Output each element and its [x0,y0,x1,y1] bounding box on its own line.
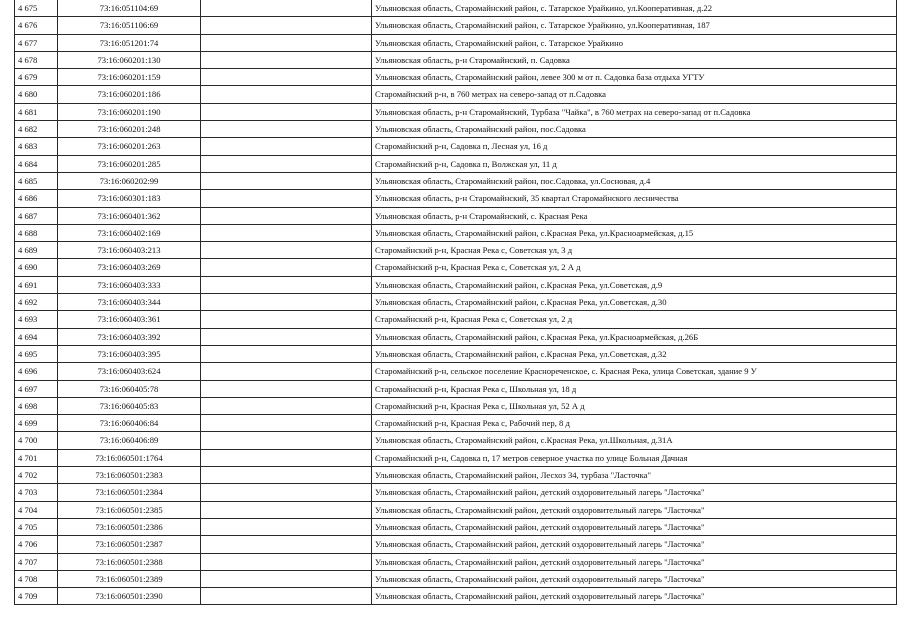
cadastral-number-cell: 73:16:060501:2388 [58,553,201,570]
address-cell: Ульяновская область, Старомайнский район, с.Красная Река, ул.Советская, д.30 [372,294,897,311]
address-cell: Старомайнский р-н, Садовка п, 17 метров северное участка по улице Больная Дачная [372,449,897,466]
table-row [15,242,897,259]
table-row [15,190,897,207]
empty-cell [201,224,372,241]
table-row [15,328,897,345]
table-row [15,518,897,535]
table-row [15,138,897,155]
row-number-cell: 4 679 [15,69,58,86]
row-number-cell: 4 700 [15,432,58,449]
address-cell: Старомайнский р-н, Красная Река с, Советская ул, 2 А д [372,259,897,276]
empty-cell [201,51,372,68]
table-row [15,553,897,570]
table-row [15,224,897,241]
cadastral-number-cell: 73:16:060501:2387 [58,536,201,553]
cadastral-number-cell: 73:16:051104:69 [58,0,201,17]
address-cell: Ульяновская область, Старомайнский район, с. Татарское Урайкино, ул.Кооперативная, д.22 [372,0,897,17]
cadastral-number-cell: 73:16:060403:213 [58,242,201,259]
cadastral-number-cell: 73:16:060406:89 [58,432,201,449]
address-cell: Ульяновская область, р-н Старомайнский, Турбаза "Чайка", в 760 метрах на северо-запад от п.Садовка [372,103,897,120]
empty-cell [201,311,372,328]
address-cell: Старомайнский р-н, Красная Река с, Школьная ул, 18 д [372,380,897,397]
address-cell: Старомайнский р-н, Красная Река с, Советская ул, 3 д [372,242,897,259]
empty-cell [201,397,372,414]
table-row [15,155,897,172]
table-row [15,121,897,138]
row-number-cell: 4 706 [15,536,58,553]
address-cell: Ульяновская область, Старомайнский район, детский оздоровительный лагерь "Ласточка" [372,518,897,535]
cadastral-number-cell: 73:16:060201:285 [58,155,201,172]
empty-cell [201,363,372,380]
cadastral-number-cell: 73:16:060501:2389 [58,570,201,587]
cadastral-number-cell: 73:16:060301:183 [58,190,201,207]
address-cell: Ульяновская область, Старомайнский район, с. Татарское Урайкино, ул.Кооперативная, 187 [372,17,897,34]
empty-cell [201,432,372,449]
empty-cell [201,518,372,535]
empty-cell [201,69,372,86]
table-row [15,259,897,276]
empty-cell [201,0,372,17]
table-row [15,397,897,414]
address-cell: Старомайнский р-н, Красная Река с, Рабочий пер, 8 д [372,415,897,432]
empty-cell [201,259,372,276]
row-number-cell: 4 689 [15,242,58,259]
address-cell: Ульяновская область, Старомайнский район, с.Красная Река, ул.Советская, д.32 [372,345,897,362]
row-number-cell: 4 694 [15,328,58,345]
row-number-cell: 4 707 [15,553,58,570]
cadastral-number-cell: 73:16:060201:130 [58,51,201,68]
row-number-cell: 4 681 [15,103,58,120]
address-cell: Ульяновская область, Старомайнский район, детский оздоровительный лагерь "Ласточка" [372,553,897,570]
cadastral-number-cell: 73:16:060501:2386 [58,518,201,535]
cadastral-number-cell: 73:16:060406:84 [58,415,201,432]
empty-cell [201,380,372,397]
address-cell: Ульяновская область, Старомайнский район, детский оздоровительный лагерь "Ласточка" [372,536,897,553]
table-row [15,103,897,120]
row-number-cell: 4 691 [15,276,58,293]
cadastral-number-cell: 73:16:060405:78 [58,380,201,397]
row-number-cell: 4 705 [15,518,58,535]
table-row [15,34,897,51]
row-number-cell: 4 682 [15,121,58,138]
row-number-cell: 4 696 [15,363,58,380]
row-number-cell: 4 675 [15,0,58,17]
empty-cell [201,17,372,34]
row-number-cell: 4 680 [15,86,58,103]
empty-cell [201,294,372,311]
registry-body [15,0,897,605]
cadastral-number-cell: 73:16:051106:69 [58,17,201,34]
row-number-cell: 4 686 [15,190,58,207]
empty-cell [201,86,372,103]
cadastral-number-cell: 73:16:060501:2385 [58,501,201,518]
address-cell: Ульяновская область, р-н Старомайнский, п. Садовка [372,51,897,68]
empty-cell [201,155,372,172]
address-cell: Ульяновская область, Старомайнский район, с.Красная Река, ул.Красноармейская, д.26Б [372,328,897,345]
empty-cell [201,553,372,570]
row-number-cell: 4 708 [15,570,58,587]
empty-cell [201,190,372,207]
empty-cell [201,34,372,51]
cadastral-number-cell: 73:16:060405:83 [58,397,201,414]
cadastral-number-cell: 73:16:060403:395 [58,345,201,362]
row-number-cell: 4 699 [15,415,58,432]
cadastral-number-cell: 73:16:060403:361 [58,311,201,328]
row-number-cell: 4 698 [15,397,58,414]
row-number-cell: 4 683 [15,138,58,155]
cadastral-number-cell: 73:16:060501:1764 [58,449,201,466]
table-row [15,380,897,397]
empty-cell [201,121,372,138]
cadastral-number-cell: 73:16:060403:392 [58,328,201,345]
row-number-cell: 4 685 [15,172,58,189]
table-row [15,345,897,362]
table-row [15,415,897,432]
table-row [15,501,897,518]
cadastral-number-cell: 73:16:060403:333 [58,276,201,293]
cadastral-number-cell: 73:16:060403:269 [58,259,201,276]
row-number-cell: 4 692 [15,294,58,311]
table-row [15,172,897,189]
empty-cell [201,345,372,362]
table-row [15,86,897,103]
table-row [15,570,897,587]
address-cell: Ульяновская область, Старомайнский район, пос.Садовка [372,121,897,138]
empty-cell [201,467,372,484]
table-row [15,536,897,553]
row-number-cell: 4 709 [15,588,58,605]
address-cell: Ульяновская область, Старомайнский район, с.Красная Река, ул.Школьная, д.31А [372,432,897,449]
empty-cell [201,570,372,587]
cadastral-number-cell: 73:16:060201:263 [58,138,201,155]
row-number-cell: 4 697 [15,380,58,397]
table-row [15,449,897,466]
address-cell: Ульяновская область, Старомайнский район, левее 300 м от п. Садовка база отдыха УГТУ [372,69,897,86]
row-number-cell: 4 684 [15,155,58,172]
table-row [15,294,897,311]
table-row [15,0,897,17]
address-cell: Ульяновская область, Старомайнский район, детский оздоровительный лагерь "Ласточка" [372,570,897,587]
empty-cell [201,449,372,466]
empty-cell [201,276,372,293]
address-cell: Ульяновская область, Старомайнский район, с. Татарское Урайкино [372,34,897,51]
document-sheet [14,0,896,605]
cadastral-number-cell: 73:16:051201:74 [58,34,201,51]
cadastral-number-cell: 73:16:060403:344 [58,294,201,311]
address-cell: Старомайнский р-н, Садовка п, Лесная ул, 16 д [372,138,897,155]
row-number-cell: 4 704 [15,501,58,518]
table-row [15,69,897,86]
row-number-cell: 4 690 [15,259,58,276]
row-number-cell: 4 677 [15,34,58,51]
empty-cell [201,242,372,259]
cadastral-number-cell: 73:16:060201:190 [58,103,201,120]
empty-cell [201,172,372,189]
empty-cell [201,501,372,518]
table-row [15,467,897,484]
table-row [15,207,897,224]
address-cell: Ульяновская область, Старомайнский район, детский оздоровительный лагерь "Ласточка" [372,588,897,605]
row-number-cell: 4 703 [15,484,58,501]
address-cell: Ульяновская область, р-н Старомайнский, 35 квартал Старомайнского лесничества [372,190,897,207]
row-number-cell: 4 702 [15,467,58,484]
cadastral-number-cell: 73:16:060402:169 [58,224,201,241]
cadastral-number-cell: 73:16:060501:2390 [58,588,201,605]
table-row [15,17,897,34]
address-cell: Старомайнский р-н, сельское поселение Краснореченское, с. Красная Река, улица Советская, здание 9 У [372,363,897,380]
address-cell: Ульяновская область, Старомайнский район, с.Красная Река, ул.Красноармейская, д.15 [372,224,897,241]
address-cell: Старомайнский р-н, Красная Река с, Школьная ул, 52 А д [372,397,897,414]
empty-cell [201,536,372,553]
address-cell: Старомайнский р-н, в 760 метрах на северо-запад от п.Садовка [372,86,897,103]
table-row [15,51,897,68]
row-number-cell: 4 687 [15,207,58,224]
empty-cell [201,103,372,120]
row-number-cell: 4 678 [15,51,58,68]
cadastral-number-cell: 73:16:060202:99 [58,172,201,189]
table-row [15,432,897,449]
table-row [15,363,897,380]
cadastral-number-cell: 73:16:060401:362 [58,207,201,224]
row-number-cell: 4 688 [15,224,58,241]
property-registry-table [14,0,897,605]
cadastral-number-cell: 73:16:060403:624 [58,363,201,380]
empty-cell [201,415,372,432]
address-cell: Старомайнский р-н, Садовка п, Волжская ул, 11 д [372,155,897,172]
cadastral-number-cell: 73:16:060201:186 [58,86,201,103]
address-cell: Ульяновская область, р-н Старомайнский, с. Красная Река [372,207,897,224]
row-number-cell: 4 676 [15,17,58,34]
table-row [15,276,897,293]
address-cell: Ульяновская область, Старомайнский район, Лесхоз 34, турбаза "Ласточка" [372,467,897,484]
address-cell: Старомайнский р-н, Красная Река с, Советская ул, 2 д [372,311,897,328]
address-cell: Ульяновская область, Старомайнский район, с.Красная Река, ул.Советская, д.9 [372,276,897,293]
address-cell: Ульяновская область, Старомайнский район, детский оздоровительный лагерь "Ласточка" [372,501,897,518]
empty-cell [201,484,372,501]
cadastral-number-cell: 73:16:060201:248 [58,121,201,138]
row-number-cell: 4 693 [15,311,58,328]
cadastral-number-cell: 73:16:060501:2383 [58,467,201,484]
cadastral-number-cell: 73:16:060201:159 [58,69,201,86]
address-cell: Ульяновская область, Старомайнский район, детский оздоровительный лагерь "Ласточка" [372,484,897,501]
table-row [15,588,897,605]
empty-cell [201,328,372,345]
cadastral-number-cell: 73:16:060501:2384 [58,484,201,501]
empty-cell [201,588,372,605]
table-row [15,484,897,501]
address-cell: Ульяновская область, Старомайнский район, пос.Садовка, ул.Сосновая, д.4 [372,172,897,189]
table-row [15,311,897,328]
row-number-cell: 4 701 [15,449,58,466]
row-number-cell: 4 695 [15,345,58,362]
empty-cell [201,207,372,224]
empty-cell [201,138,372,155]
